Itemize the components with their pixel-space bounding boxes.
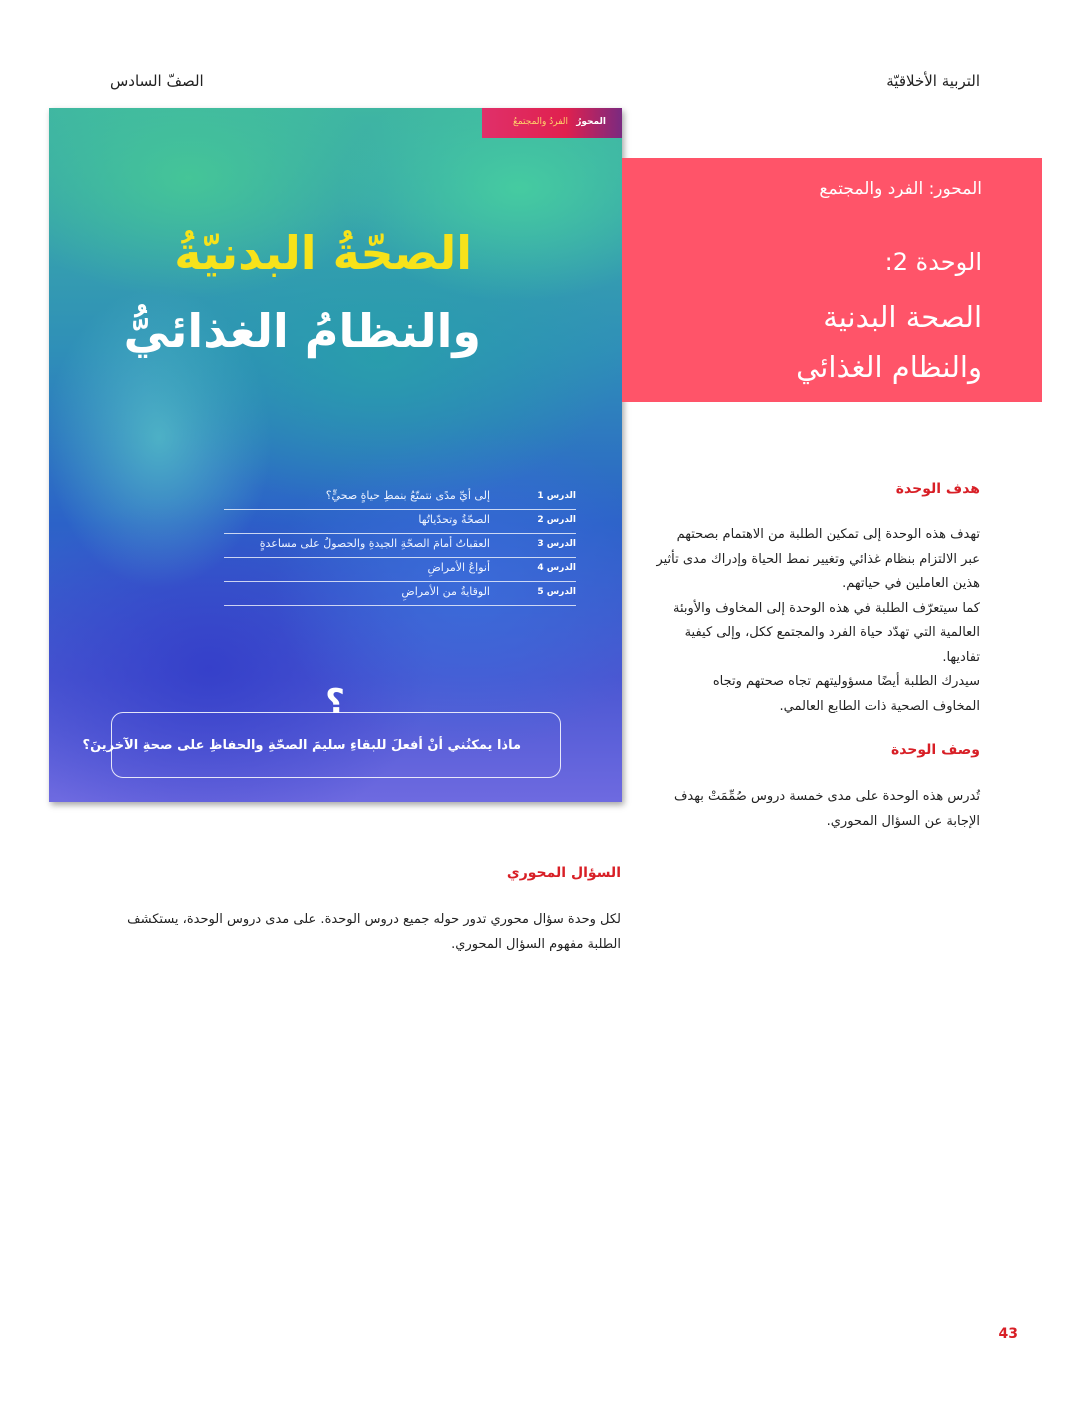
text-line: لكل وحدة سؤال محوري تدور حوله جميع دروس الوحدة. على مدى دروس الوحدة، يستكشف (127, 912, 621, 927)
cover-ribbon-value: الفردُ والمجتمعُ (513, 117, 568, 127)
lesson-number: الدرس 3 (537, 539, 576, 549)
unit-title-panel (622, 158, 1042, 402)
lesson-number: الدرس 1 (537, 491, 576, 501)
cover-central-question: ماذا يمكنُني أنْ أفعلَ للبقاءِ سليمَ الصحّةِ والحفاظِ على صحةِ الآخرينَ؟ (82, 738, 521, 753)
lesson-number: الدرس 4 (537, 563, 576, 573)
lesson-title: العقباتُ أمامَ الصحّةِ الجيدةِ والحصولُ على مساعدةٍ (259, 537, 490, 550)
axis-label: المحور: الفرد والمجتمع (819, 179, 982, 199)
text-line: عبر الالتزام بنظام غذائي وتغيير نمط الحياة وإدراك مدى تأثير (656, 551, 980, 567)
lesson-list (224, 486, 576, 606)
header-subject: التربية الأخلاقيّة (886, 72, 980, 90)
lesson-row (224, 534, 576, 558)
lesson-row (224, 558, 576, 582)
central-question-text (121, 908, 621, 957)
unit-description-heading: وصف الوحدة (890, 742, 980, 758)
cover-ribbon (482, 108, 622, 138)
lesson-title: الصحّةُ وتحدّياتُها (418, 513, 490, 526)
text-line: كما سيتعرّف الطلبة في هذه الوحدة إلى المخاوف والأوبئة (672, 600, 980, 616)
cover-title-line2: والنظامُ الغذائيُّ (123, 304, 481, 358)
text-line: تُدرس هذه الوحدة على مدى خمسة دروس صُمِّمَتْ بهدف (673, 789, 980, 804)
unit-title-line2: والنظام الغذائي (796, 350, 982, 384)
text-line: العالمية التي تهدّد حياة الفرد والمجتمع ككل، وإلى كيفية (684, 625, 980, 640)
question-mark-icon: ؟ (325, 682, 345, 722)
text-line: الإجابة عن السؤال المحوري. (826, 813, 980, 829)
unit-number: الوحدة 2: (884, 248, 982, 276)
page-number: 43 (998, 1326, 1018, 1342)
unit-goal-heading: هدف الوحدة (895, 481, 980, 497)
lesson-number: الدرس 5 (537, 587, 576, 597)
lesson-title: إلى أيِّ مدًى نتمتّعُ بنمطِ حياةٍ صحيٍّ؟ (325, 489, 490, 502)
text-line: الطلبة مفهوم السؤال المحوري. (451, 936, 621, 952)
header-grade: الصفّ السادس (110, 72, 204, 90)
central-question-heading: السؤال المحوري (506, 865, 621, 881)
text-line: المخاوف الصحية ذات الطابع العالمي. (779, 698, 980, 714)
lesson-row (224, 486, 576, 510)
lesson-row (224, 510, 576, 534)
lesson-title: أنواعُ الأمراضِ (427, 561, 490, 574)
text-line: سيدرك الطلبة أيضًا مسؤوليتهم تجاه صحتهم وتجاه (712, 674, 980, 689)
text-line: هذين العاملين في حياتهم. (842, 576, 980, 591)
lesson-title: الوقايةُ من الأمراضِ (401, 585, 490, 598)
unit-title-line1: الصحة البدنية (823, 300, 982, 334)
text-line: تهدف هذه الوحدة إلى تمكين الطلبة من الاهتمام بصحتهم (676, 527, 980, 542)
text-line: تفاديها. (942, 649, 980, 665)
unit-cover-image (49, 108, 622, 802)
lesson-row (224, 582, 576, 606)
lesson-number: الدرس 2 (537, 515, 576, 525)
unit-goal-text (650, 523, 980, 719)
cover-ribbon-label: المحورُ (576, 117, 606, 127)
unit-description-text (650, 785, 980, 834)
cover-title-line1: الصحّةُ البدنيّةُ (174, 226, 472, 280)
